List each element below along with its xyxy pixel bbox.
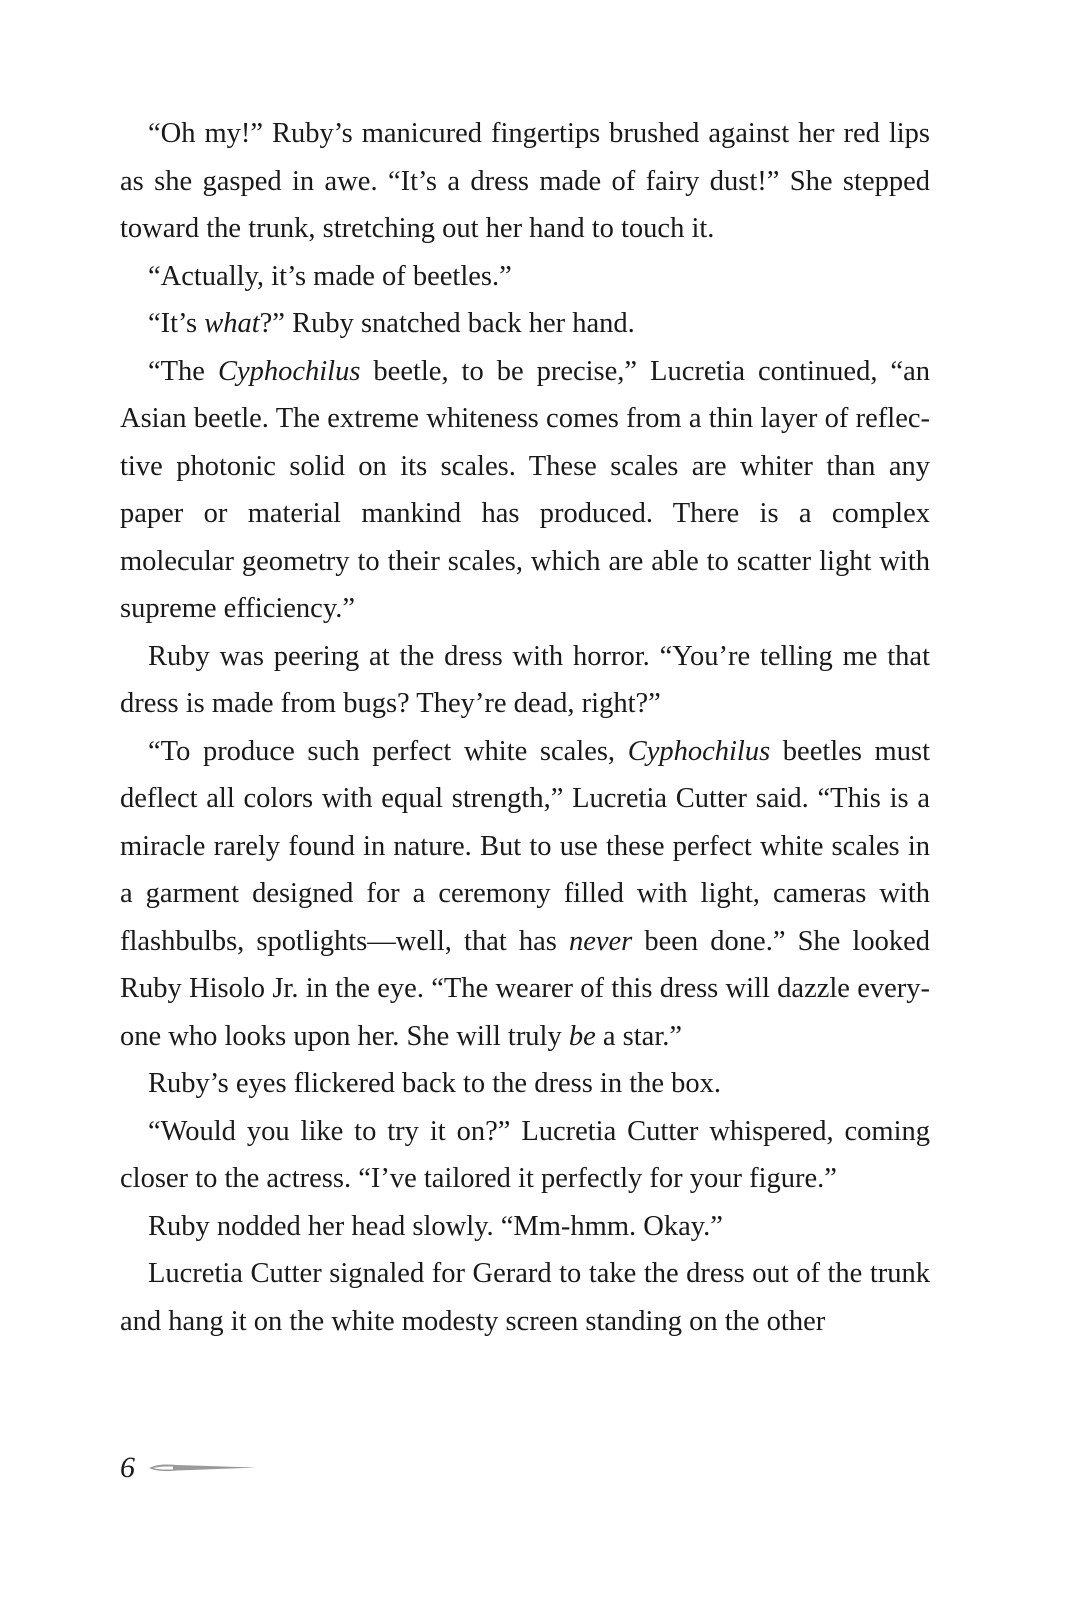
text-segment: beetle, to be precise,” Lucretia continued, “an Asian beetle. The extreme whiteness comes from a thin layer of reflective photonic solid on its scales. These scales are whiter than any paper or material mankind has produced. There is a complex molecular geometry to their scales, which are able to scatter light with supreme efficiency.”	[120, 355, 930, 624]
text-segment: Ruby’s eyes flickered back to the dress in the box.	[148, 1068, 722, 1099]
page-number: 6	[120, 1451, 135, 1484]
paragraph	[120, 728, 930, 1061]
text-segment: a star.”	[595, 1020, 683, 1052]
text-segment: ?” Ruby snatched back her hand.	[259, 308, 635, 339]
text-segment: Ruby nodded her head slowly. “Mm-hmm. Okay.”	[148, 1210, 723, 1242]
paragraph	[120, 110, 930, 253]
page-footer	[120, 1448, 259, 1488]
text-segment: Ruby was peering at the dress with horror. “You’re telling me that dress is made from bugs? They’re dead, right?”	[120, 640, 930, 719]
paragraph	[120, 1108, 930, 1203]
paragraph	[120, 1250, 930, 1345]
text-segment: “The	[148, 355, 218, 387]
text-segment: beetles must deflect all colors with equal strength,” Lucretia Cutter said. “This is a miracle rarely found in nature. But to use these perfect white scales in a garment designed for a ceremony filled with light, cameras with flashbulbs, spotlights—well, that has	[120, 735, 930, 957]
italic-text-segment: never	[568, 925, 633, 957]
paragraph	[120, 1203, 930, 1251]
text-segment: “Oh my!” Ruby’s manicured fingertips brushed against her red lips as she gasped in awe. “It’s a dress made of fairy dust!” She stepped toward the trunk, stretching out her hand to touch it.	[120, 118, 930, 244]
italic-text-segment: be	[568, 1020, 596, 1052]
italic-text-segment: Cyphochilus	[217, 355, 361, 387]
paragraph	[120, 348, 930, 633]
text-segment: “To produce such perfect white scales,	[148, 735, 628, 767]
paragraph	[120, 633, 930, 728]
paragraph	[120, 300, 930, 348]
text-segment: “It’s	[148, 308, 205, 339]
text-segment: “Actually, it’s made of beetles.”	[148, 260, 512, 292]
italic-text-segment: Cyphochilus	[627, 735, 771, 767]
text-segment: been done.” She looked Ruby Hisolo Jr. in the eye. “The wearer of this dress will dazzle everyone who looks upon her. She will truly	[120, 925, 930, 1052]
text-segment: Lucretia Cutter signaled for Gerard to take the dress out of the trunk and hang it on the white modesty screen standing on the other	[120, 1258, 930, 1337]
paragraph	[120, 1060, 930, 1108]
quill-flourish-icon	[147, 1461, 259, 1475]
book-page-body	[120, 110, 930, 1345]
italic-text-segment: what	[204, 308, 260, 339]
text-segment: “Would you like to try it on?” Lucretia Cutter whispered, coming closer to the actress. “I’ve tailored it perfectly for your figure.”	[120, 1115, 930, 1194]
paragraph	[120, 253, 930, 301]
